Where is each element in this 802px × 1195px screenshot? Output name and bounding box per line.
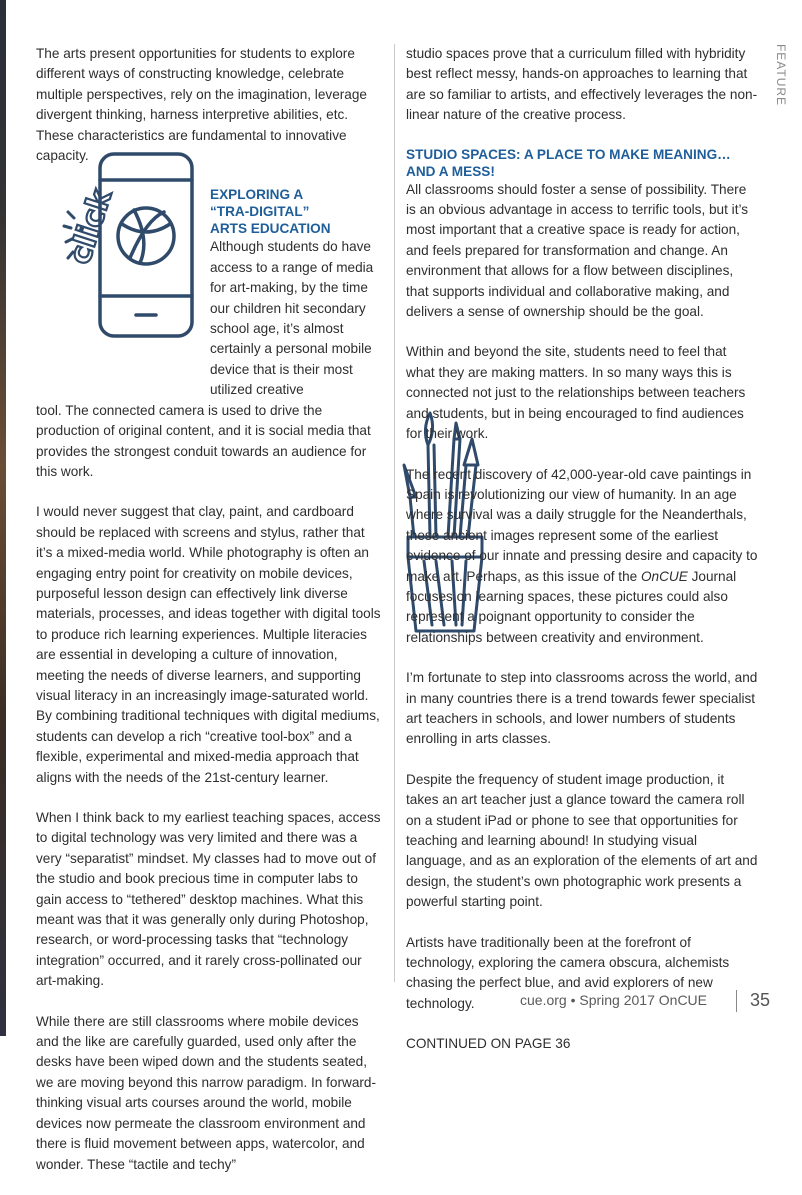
body-paragraph: I would never suggest that clay, paint, and cardboard should be replaced with screens and stylus, rather that it’s a mixed-media world. While photography is often an engaging entry point for creativity on mobile devices, purposeful lesson design can effectively link diverse materials, processes, and ideas together with digital tools to produce rich learning experiences. Multiple literacies are essential in developing a culture of innovation, meeting the needs of diverse learners, and supporting visual literacy in an increasingly image-saturated world. By combining traditional techniques with digital mediums, students can develop a rich “creative tool-box” and a flexible, experimental and mixed-media approach that aligns with the needs of the 21st-century learner. [36, 504, 381, 785]
section-heading-studio-spaces [406, 146, 758, 180]
body-paragraph: All classrooms should foster a sense of possibility. There is an obvious advantage in access to terrific tools, but it’s most important that a creative space is ready for action, and feels prepared for transformation and change. An environment that allows for a flow between disciplines, that supports individual and collaborative making, and delivers a sense of ownership should be the goal. [406, 181, 749, 320]
heading-line: EXPLORING A [210, 187, 304, 203]
page-number: 35 [750, 990, 771, 1010]
body-paragraph-wrapped: Although students do have access to a range of media for art-making, by the time our children hit secondary school age, it’s almost certainly a personal mobile device that is their most utilized creative [210, 239, 374, 398]
body-paragraph: studio spaces prove that a curriculum filled with hybridity best reflect messy, hands-on approaches to learning that are so familiar to artists, and effectively leverages the non-linear nature of the creative process. [406, 46, 758, 123]
section-heading-tra-digital [210, 186, 382, 237]
right-column [406, 44, 758, 1055]
body-paragraph: I’m fortunate to step into classrooms across the world, and in many countries there is a trend towards fewer specialist art teachers in schools, and lower numbers of students enrolling in arts classes. [406, 670, 758, 747]
body-paragraph: Artists have traditionally been at the forefront of technology, exploring the camera obscura, alchemists chasing the perfect blue, and avid explorers of new technology. [406, 934, 730, 1011]
body-paragraph: Within and beyond the site, students need to feel that what they are making matters. In so many ways this is connected not just to the relationships between teachers and students, but in being encouraged to find audiences for their work. [406, 344, 746, 442]
wrapped-block [210, 186, 382, 400]
heading-line: STUDIO SPACES: A PLACE TO MAKE MEANING… [406, 146, 731, 162]
page-edge-strip [0, 0, 6, 1036]
body-paragraph: tool. The connected camera is used to drive the production of original content, and it is social media that provides the strongest conduit towards an audience for this work. [36, 402, 371, 479]
body-paragraph: When I think back to my earliest teaching spaces, access to digital technology was very limited and there was a very “separatist” mindset. My classes had to move out of the studio and book precious time in computer labs to gain access to “tethered” desktop machines. What this meant was that it was generally only during Photoshop, research, or word-processing tasks that “technology integration” occurred, and it rarely cross-pollinated our art-making. [36, 810, 381, 989]
heading-line: ARTS EDUCATION [210, 221, 331, 237]
body-paragraph: While there are still classrooms where mobile devices and the like are carefully guarded, used only after the desks have been wiped down and the students seated, we are moving beyond this narrow paradigm. In forward-thinking visual arts courses around the world, mobile devices now permeate the classroom environment and there is fluid movement between apps, watercolor, and wonder. These “tactile and techy” [36, 1013, 377, 1172]
heading-line: AND A MESS! [406, 163, 495, 179]
journal-title: OnCUE [640, 568, 688, 584]
body-paragraph: Despite the frequency of student image production, it takes an art teacher just a glance toward the camera roll on a student iPad or phone to see that opportunities for teaching and learning abound! In studying visual language, and as an exploration of the elements of art and design, the student’s own photographic work presents a powerful starting point. [406, 771, 758, 910]
section-label [770, 43, 792, 108]
heading-line: “TRA-DIGITAL” [210, 204, 310, 220]
left-column [36, 44, 382, 1195]
page-footer [520, 992, 770, 1012]
footer-publication: cue.org • Spring 2017 OnCUE [520, 992, 708, 1008]
continued-link[interactable]: CONTINUED ON PAGE 36 [406, 1036, 571, 1052]
section-label-text: FEATURE [774, 43, 789, 107]
body-paragraph: The arts present opportunities for students to explore different ways of constructing knowledge, celebrate multiple perspectives, rely on the imagination, leverage divergent thinking, harness interpretive abilities, etc. These characteristics are fundamental to innovative capacity. [36, 46, 367, 164]
text-run: Journal focuses on learning spaces, these pictures could also represent a poignant opportunity to consider the relationships between creativity and environment. [406, 568, 737, 645]
click-doodle: click [62, 185, 120, 269]
footer-divider [736, 990, 737, 1012]
column-divider [394, 44, 395, 982]
body-paragraph-wrapped [406, 465, 758, 649]
text-run: The recent discovery of 42,000-year-old cave paintings in Spain is revolutionizing our view of humanity. In an age where survival was a daily struggle for the Neanderthals, these ancient images represent some of the earliest evidence of our innate and pressing desire and capacity to make art. Perhaps, as this issue of the [406, 466, 758, 584]
